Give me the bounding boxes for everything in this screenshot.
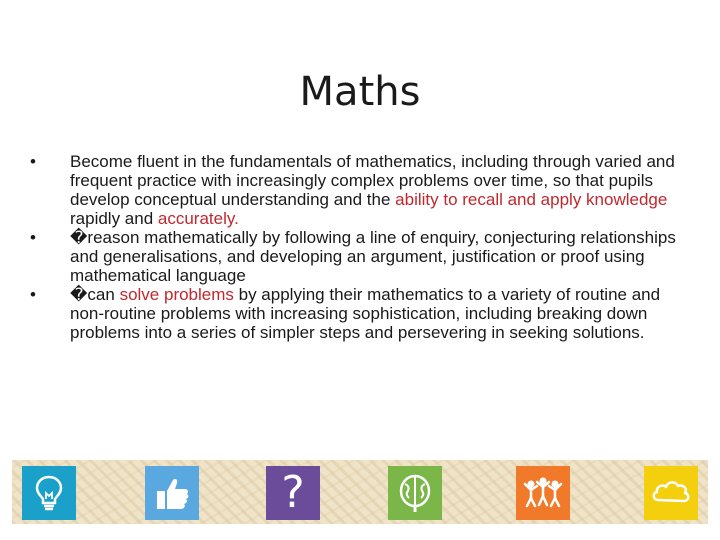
bullet-item — [30, 152, 690, 228]
bullet-text: by applying their mathematics to a variety of routine and non-routine problems with increasing sophistication, including breaking down problems into a series of simpler steps and persevering in seeking solutions. — [70, 285, 661, 342]
bullet-text: �reason mathematically by following a line of enquiry, conjecturing relationships and generalisations, and developing an argument, justification or proof using mathematical language — [70, 228, 676, 285]
slide-title: Maths — [299, 68, 421, 115]
bullet-item — [30, 228, 690, 285]
highlight-text: solve problems — [119, 285, 234, 304]
thumbs-up-icon — [145, 466, 199, 520]
highlight-text: ability to recall and apply knowledge — [395, 190, 668, 209]
bullet-text: rapidly and — [70, 209, 158, 228]
highlight-text: accurately. — [157, 209, 239, 228]
cloud-icon — [644, 466, 698, 520]
lightbulb-icon — [22, 466, 76, 520]
brain-icon — [388, 466, 442, 520]
bullet-text: Become fluent in the fundamentals of mathematics, including through varied and frequent practice with increasingly complex problems over time, so that pupils develop conceptual understanding and the — [70, 152, 675, 209]
bullet-marker: • — [30, 228, 36, 247]
bullet-marker: • — [30, 152, 36, 171]
question-glyph: ? — [281, 467, 305, 518]
people-icon — [516, 466, 570, 520]
bullet-item — [30, 285, 690, 342]
decorative-icon-strip — [12, 460, 708, 524]
bullet-marker: • — [30, 285, 36, 304]
bullet-list — [30, 152, 690, 342]
question-mark-icon — [266, 466, 320, 520]
bullet-text: �can — [70, 285, 120, 304]
